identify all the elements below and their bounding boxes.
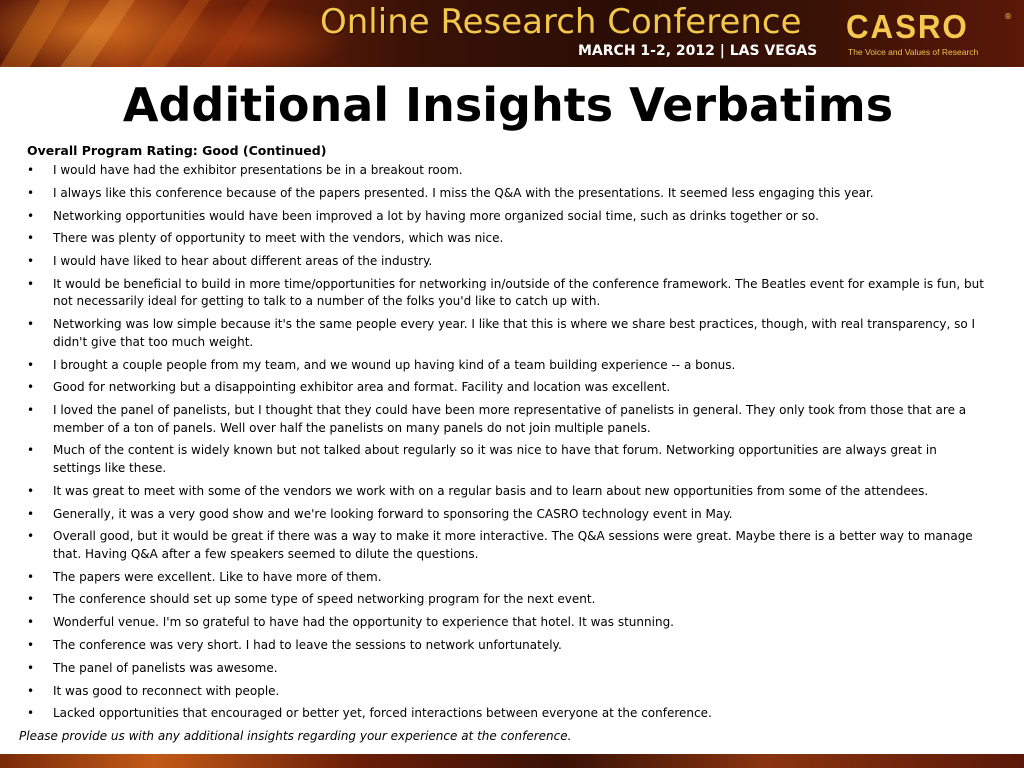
bullet-icon: • <box>27 638 35 653</box>
registered-mark: ® <box>1004 12 1012 21</box>
footnote: Please provide us with any additional insights regarding your experience at the conference. <box>19 729 572 743</box>
bullet-icon: • <box>27 185 35 200</box>
bullet-icon: • <box>27 163 35 177</box>
verbatim-item <box>27 253 987 271</box>
header-banner <box>0 0 1024 67</box>
conference-date: MARCH 1-2, 2012 | LAS VEGAS <box>578 43 818 59</box>
verbatim-item <box>27 683 987 701</box>
verbatim-item <box>27 705 987 723</box>
bullet-icon: • <box>27 443 35 458</box>
conference-title: Online Research Conference <box>320 2 802 42</box>
verbatim-item <box>27 569 987 587</box>
bullet-icon: • <box>27 357 35 372</box>
verbatim-item <box>27 591 987 609</box>
bullet-icon: • <box>27 506 35 521</box>
verbatim-text: The conference was very short. I had to leave the sessions to network unfortunately. <box>53 638 562 653</box>
verbatim-text: I loved the panel of panelists, but I thought that they could have been more representative of panelists in general. They only took from those that are a member of a ton of panels. Well over half the panelists on many panels do not join multiple panels. <box>53 403 967 435</box>
bullet-icon: • <box>27 529 35 544</box>
verbatim-text: The panel of panelists was awesome. <box>53 660 278 675</box>
bullet-icon: • <box>27 660 35 675</box>
verbatim-text: I would have had the exhibitor presentations be in a breakout room. <box>53 163 463 177</box>
verbatim-item <box>27 162 987 180</box>
verbatim-item <box>27 357 987 375</box>
bottom-banner <box>0 754 1024 768</box>
casro-logo: CASRO <box>846 8 969 45</box>
verbatim-text: Generally, it was a very good show and we're looking forward to sponsoring the CASRO technology event in May. <box>53 506 733 521</box>
verbatim-list <box>27 162 987 728</box>
bullet-icon: • <box>27 254 35 269</box>
slide-title: Additional Insights Verbatims <box>122 78 894 132</box>
verbatim-text: Lacked opportunities that encouraged or better yet, forced interactions between everyone at the conference. <box>53 706 712 721</box>
verbatim-item <box>27 614 987 632</box>
bullet-icon: • <box>27 380 35 395</box>
verbatim-text: Networking opportunities would have been improved a lot by having more organized social time, such as drinks together or so. <box>53 208 819 223</box>
verbatim-item <box>27 483 987 501</box>
banner-decoration <box>0 0 300 67</box>
bullet-icon: • <box>27 208 35 223</box>
section-heading: Overall Program Rating: Good (Continued) <box>27 143 327 158</box>
verbatim-item <box>27 208 987 226</box>
verbatim-text: I would have liked to hear about different areas of the industry. <box>53 254 433 269</box>
verbatim-text: Networking was low simple because it's the same people every year. I like that this is where we share best practices, though, with real transparency, so I didn't give that too much weight. <box>53 317 976 349</box>
bullet-icon: • <box>27 231 35 246</box>
verbatim-text: There was plenty of opportunity to meet with the vendors, which was nice. <box>53 231 504 246</box>
verbatim-item <box>27 379 987 397</box>
verbatim-text: The papers were excellent. Like to have more of them. <box>53 569 382 584</box>
verbatim-text: The conference should set up some type of speed networking program for the next event. <box>53 592 596 607</box>
verbatim-item <box>27 528 987 563</box>
verbatim-item <box>27 637 987 655</box>
verbatim-item <box>27 402 987 437</box>
verbatim-item <box>27 660 987 678</box>
verbatim-item <box>27 276 987 311</box>
verbatim-item <box>27 185 987 203</box>
bullet-icon: • <box>27 483 35 498</box>
verbatim-item <box>27 230 987 248</box>
bullet-icon: • <box>27 592 35 607</box>
logo-tagline: The Voice and Values of Research <box>848 47 979 57</box>
verbatim-text: It was great to meet with some of the vendors we work with on a regular basis and to learn about new opportunities from some of the attendees. <box>53 483 929 498</box>
bullet-icon: • <box>27 569 35 584</box>
bullet-icon: • <box>27 615 35 630</box>
verbatim-text: It would be beneficial to build in more time/opportunities for networking in/outside of the conference framework. The Beatles event for example is fun, but not necessarily ideal for getting to talk to a number of the folks you'd like to catch up with. <box>53 276 984 309</box>
verbatim-text: Overall good, but it would be great if there was a way to make it more interactive. The Q&A sessions were great. Maybe there is a better way to manage that. Having Q&A after a few speakers seemed to dilute the questions. <box>53 529 973 561</box>
verbatim-text: It was good to reconnect with people. <box>53 683 280 698</box>
verbatim-item <box>27 316 987 351</box>
bullet-icon: • <box>27 317 35 332</box>
verbatim-text: Good for networking but a disappointing exhibitor area and format. Facility and location was excellent. <box>53 380 671 395</box>
verbatim-item <box>27 506 987 524</box>
bullet-icon: • <box>27 706 35 721</box>
verbatim-text: I brought a couple people from my team, and we wound up having kind of a team building experience -- a bonus. <box>53 357 736 372</box>
verbatim-text: Wonderful venue. I'm so grateful to have had the opportunity to experience that hotel. It was stunning. <box>53 615 674 630</box>
bullet-icon: • <box>27 403 35 418</box>
verbatim-item <box>27 442 987 477</box>
bullet-icon: • <box>27 276 35 291</box>
bullet-icon: • <box>27 683 35 698</box>
verbatim-text: Much of the content is widely known but not talked about regularly so it was nice to have that forum. Networking opportunities are always great in settings like these. <box>53 443 937 475</box>
verbatim-text: I always like this conference because of the papers presented. I miss the Q&A with the presentations. It seemed less engaging this year. <box>53 185 874 200</box>
